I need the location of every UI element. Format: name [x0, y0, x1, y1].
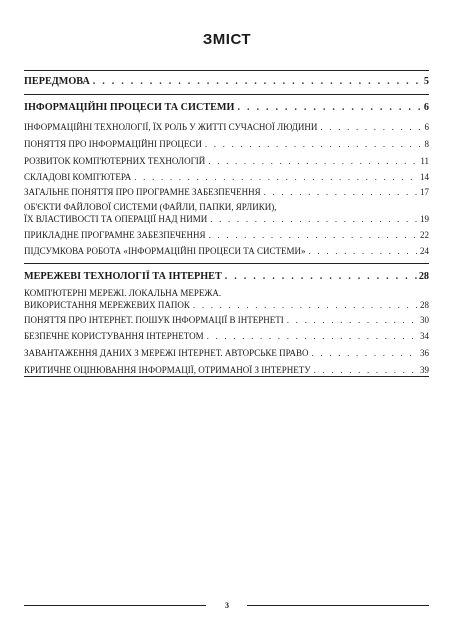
divider — [24, 70, 429, 71]
page-ref: 28 — [418, 271, 429, 282]
page-title: ЗМІСТ — [202, 31, 252, 48]
toc-section-info-processes[interactable] — [24, 102, 429, 114]
leader-dots — [205, 138, 423, 150]
item-title: РОЗВИТОК КОМП'ЮТЕРНИХ ТЕХНОЛОГІЙ — [24, 156, 206, 166]
leader-dots — [314, 364, 418, 376]
item-title: КРИТИЧНЕ ОЦІНЮВАННЯ ІНФОРМАЦІЇ, ОТРИМАНОЇ З ІНТЕРНЕТУ — [24, 365, 311, 375]
page-ref: 5 — [423, 76, 429, 87]
toc-item[interactable] — [24, 245, 429, 257]
page-ref: 30 — [420, 315, 429, 325]
divider — [24, 376, 429, 377]
item-title: ЗАВАНТАЖЕННЯ ДАНИХ З МЕРЕЖІ ІНТЕРНЕТ. АВТОРСЬКЕ ПРАВО — [24, 348, 309, 358]
page-ref: 17 — [420, 187, 429, 197]
item-title: БЕЗПЕЧНЕ КОРИСТУВАННЯ ІНТЕРНЕТОМ — [24, 331, 204, 341]
leader-dots — [210, 213, 418, 225]
leader-dots — [93, 76, 422, 88]
page-ref: 8 — [424, 139, 429, 149]
page-ref: 28 — [420, 300, 429, 310]
leader-dots — [312, 347, 418, 359]
section-title: МЕРЕЖЕВІ ТЕХНОЛОГІЇ ТА ІНТЕРНЕТ — [24, 271, 222, 282]
page-number: 3 — [225, 601, 229, 610]
leader-dots — [237, 102, 421, 114]
toc-item[interactable] — [24, 171, 429, 183]
leader-dots — [287, 314, 418, 326]
item-title-line-1: ОБ'ЄКТИ ФАЙЛОВОЇ СИСТЕМИ (ФАЙЛИ, ПАПКИ, ЯРЛИКИ), — [24, 202, 277, 212]
page-ref: 24 — [420, 246, 429, 256]
page-ref: 6 — [424, 122, 429, 132]
item-title: ПРИКЛАДНЕ ПРОГРАМНЕ ЗАБЕЗПЕЧЕННЯ — [24, 230, 206, 240]
leader-dots — [209, 229, 418, 241]
page-ref: 11 — [420, 156, 429, 166]
leader-dots — [207, 330, 418, 342]
toc-item[interactable] — [24, 121, 429, 133]
leader-dots — [208, 155, 418, 167]
item-title-line-2: ЇХ ВЛАСТИВОСТІ ТА ОПЕРАЦІЇ НАД НИМИ — [24, 214, 208, 224]
leader-dots — [309, 245, 418, 257]
toc-item[interactable] — [24, 155, 429, 167]
page-ref: 36 — [420, 348, 429, 358]
toc-item[interactable] — [24, 364, 429, 376]
toc-item[interactable] — [24, 287, 429, 311]
item-title-line-2: ВИКОРИСТАННЯ МЕРЕЖЕВИХ ПАПОК — [24, 300, 190, 310]
item-title: ПОНЯТТЯ ПРО ІНТЕРНЕТ. ПОШУК ІНФОРМАЦІЇ В ІНТЕРНЕТІ — [24, 315, 284, 325]
leader-dots — [225, 271, 417, 283]
page-ref: 22 — [420, 230, 429, 240]
item-title: ІНФОРМАЦІЙНІ ТЕХНОЛОГІЇ, ЇХ РОЛЬ У ЖИТТІ СУЧАСНОЇ ЛЮДИНИ — [24, 122, 318, 132]
toc-item[interactable] — [24, 347, 429, 359]
toc-section-preface[interactable] — [24, 76, 429, 88]
leader-dots — [264, 186, 418, 198]
page-ref: 19 — [420, 214, 429, 224]
divider — [24, 94, 429, 95]
toc-item[interactable] — [24, 229, 429, 241]
leader-dots — [320, 121, 422, 133]
item-title: ЗАГАЛЬНЕ ПОНЯТТЯ ПРО ПРОГРАМНЕ ЗАБЕЗПЕЧЕННЯ — [24, 187, 261, 197]
leader-dots — [134, 171, 418, 183]
leader-dots — [193, 299, 418, 311]
toc-item[interactable] — [24, 138, 429, 150]
page-ref: 14 — [420, 172, 429, 182]
toc-item[interactable] — [24, 201, 429, 225]
divider — [24, 263, 429, 264]
page-ref: 34 — [420, 331, 429, 341]
section-title: ІНФОРМАЦІЙНІ ПРОЦЕСИ ТА СИСТЕМИ — [24, 102, 235, 113]
toc-section-network[interactable] — [24, 271, 429, 283]
toc-item[interactable] — [24, 186, 429, 198]
item-title: СКЛАДОВІ КОМП'ЮТЕРА — [24, 172, 132, 182]
section-title: ПЕРЕДМОВА — [24, 76, 90, 87]
item-title: ПОНЯТТЯ ПРО ІНФОРМАЦІЙНІ ПРОЦЕСИ — [24, 139, 202, 149]
item-title-line-1: КОМП'ЮТЕРНІ МЕРЕЖІ. ЛОКАЛЬНА МЕРЕЖА. — [24, 288, 222, 298]
page-ref: 6 — [423, 102, 429, 113]
toc-item[interactable] — [24, 330, 429, 342]
page-ref: 39 — [420, 365, 429, 375]
item-title: ПІДСУМКОВА РОБОТА «ІНФОРМАЦІЙНІ ПРОЦЕСИ ТА СИСТЕМИ» — [24, 246, 306, 256]
toc-item[interactable] — [24, 314, 429, 326]
